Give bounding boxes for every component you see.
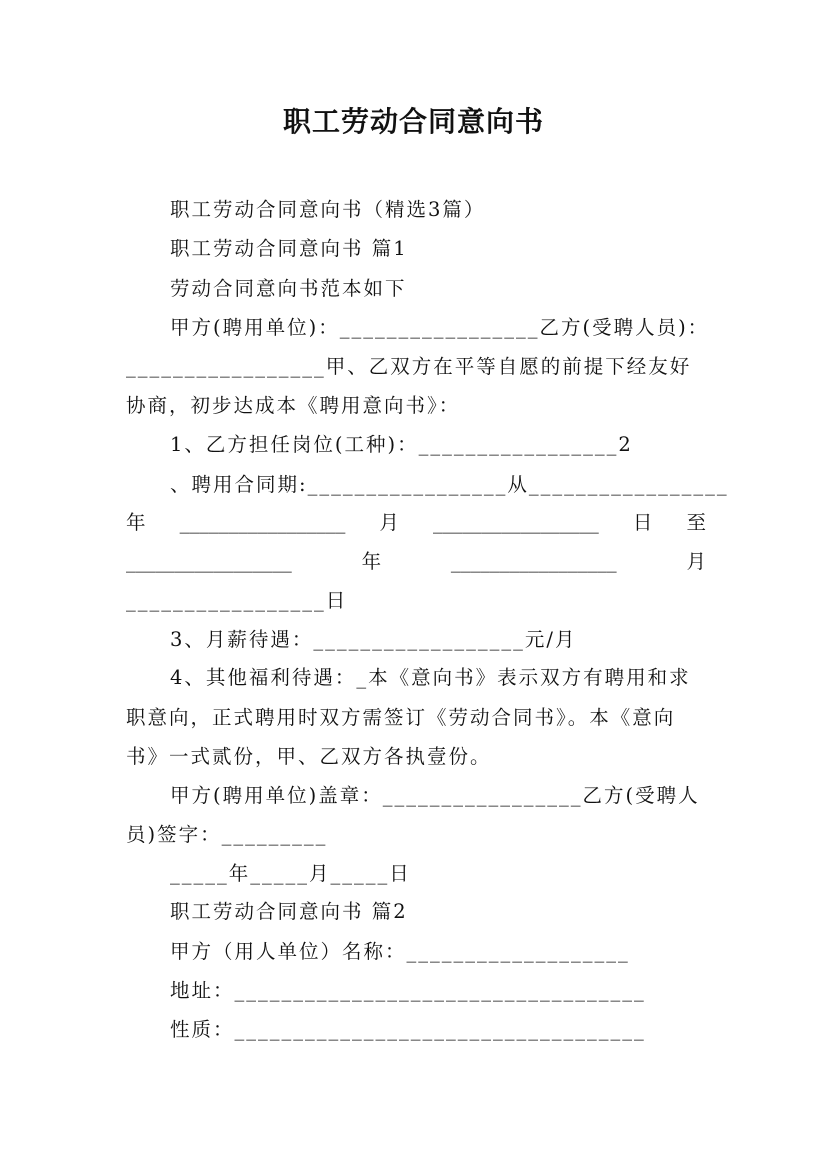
document-title: 职工劳动合同意向书: [282, 105, 544, 138]
date-month-label: 月: [379, 511, 399, 534]
doc-line-party-b-blank: _________________甲、乙双方在平等自愿的前提下经友好: [126, 355, 692, 378]
date-blank: _________________: [179, 511, 346, 534]
date-blank: _________________: [433, 511, 599, 534]
doc-line-subtitle: 职工劳动合同意向书（精选3篇）: [170, 198, 486, 221]
doc-line-signature: 员)签字：_________: [126, 823, 328, 846]
date-year-label: 年: [361, 550, 382, 573]
doc-line-sign-date: _____年_____月_____日: [170, 862, 411, 885]
doc-line-seal: 甲方(聘用单位)盖章：_________________乙方(受聘人: [170, 784, 700, 807]
doc-line-address: 地址：___________________________________: [170, 979, 646, 1002]
doc-line-agreement: 协商，初步达成本《聘用意向书》：: [126, 394, 461, 417]
doc-line-intro: 劳动合同意向书范本如下: [170, 277, 407, 300]
doc-line-item-1: 1、乙方担任岗位(工种)：_________________2: [170, 433, 633, 456]
doc-line-date-range-1: [126, 509, 706, 537]
doc-line-contract-period: 、聘用合同期:_________________从_________________: [170, 473, 729, 496]
date-day-label: 日: [632, 511, 653, 534]
doc-line-section-1-heading: 职工劳动合同意向书 篇1: [170, 237, 408, 260]
date-year-label: 年: [126, 511, 146, 534]
doc-line-date-day: _________________日: [126, 589, 348, 612]
doc-line-date-range-2: [126, 548, 706, 576]
date-to-label: 至: [686, 511, 706, 534]
doc-line-item-4-cont: 职意向，正式聘用时双方需签订《劳动合同书》。本《意向: [126, 706, 676, 729]
date-blank: _________________: [126, 550, 292, 573]
doc-line-party-a: 甲方(聘用单位)：_________________乙方(受聘人员)：: [170, 316, 710, 339]
date-blank: _________________: [450, 550, 617, 573]
doc-line-section-2-heading: 职工劳动合同意向书 篇2: [170, 900, 408, 923]
doc-line-item-3: 3、月薪待遇：__________________元/月: [170, 628, 577, 651]
doc-line-nature: 性质：___________________________________: [170, 1018, 646, 1041]
doc-line-employer-name: 甲方（用人单位）名称：___________________: [170, 940, 630, 963]
doc-line-item-4: 4、其他福利待遇：_本《意向书》表示双方有聘用和求: [170, 666, 691, 689]
doc-line-item-4-end: 书》一式贰份，甲、乙双方各执壹份。: [126, 745, 492, 768]
date-month-label: 月: [686, 550, 706, 573]
